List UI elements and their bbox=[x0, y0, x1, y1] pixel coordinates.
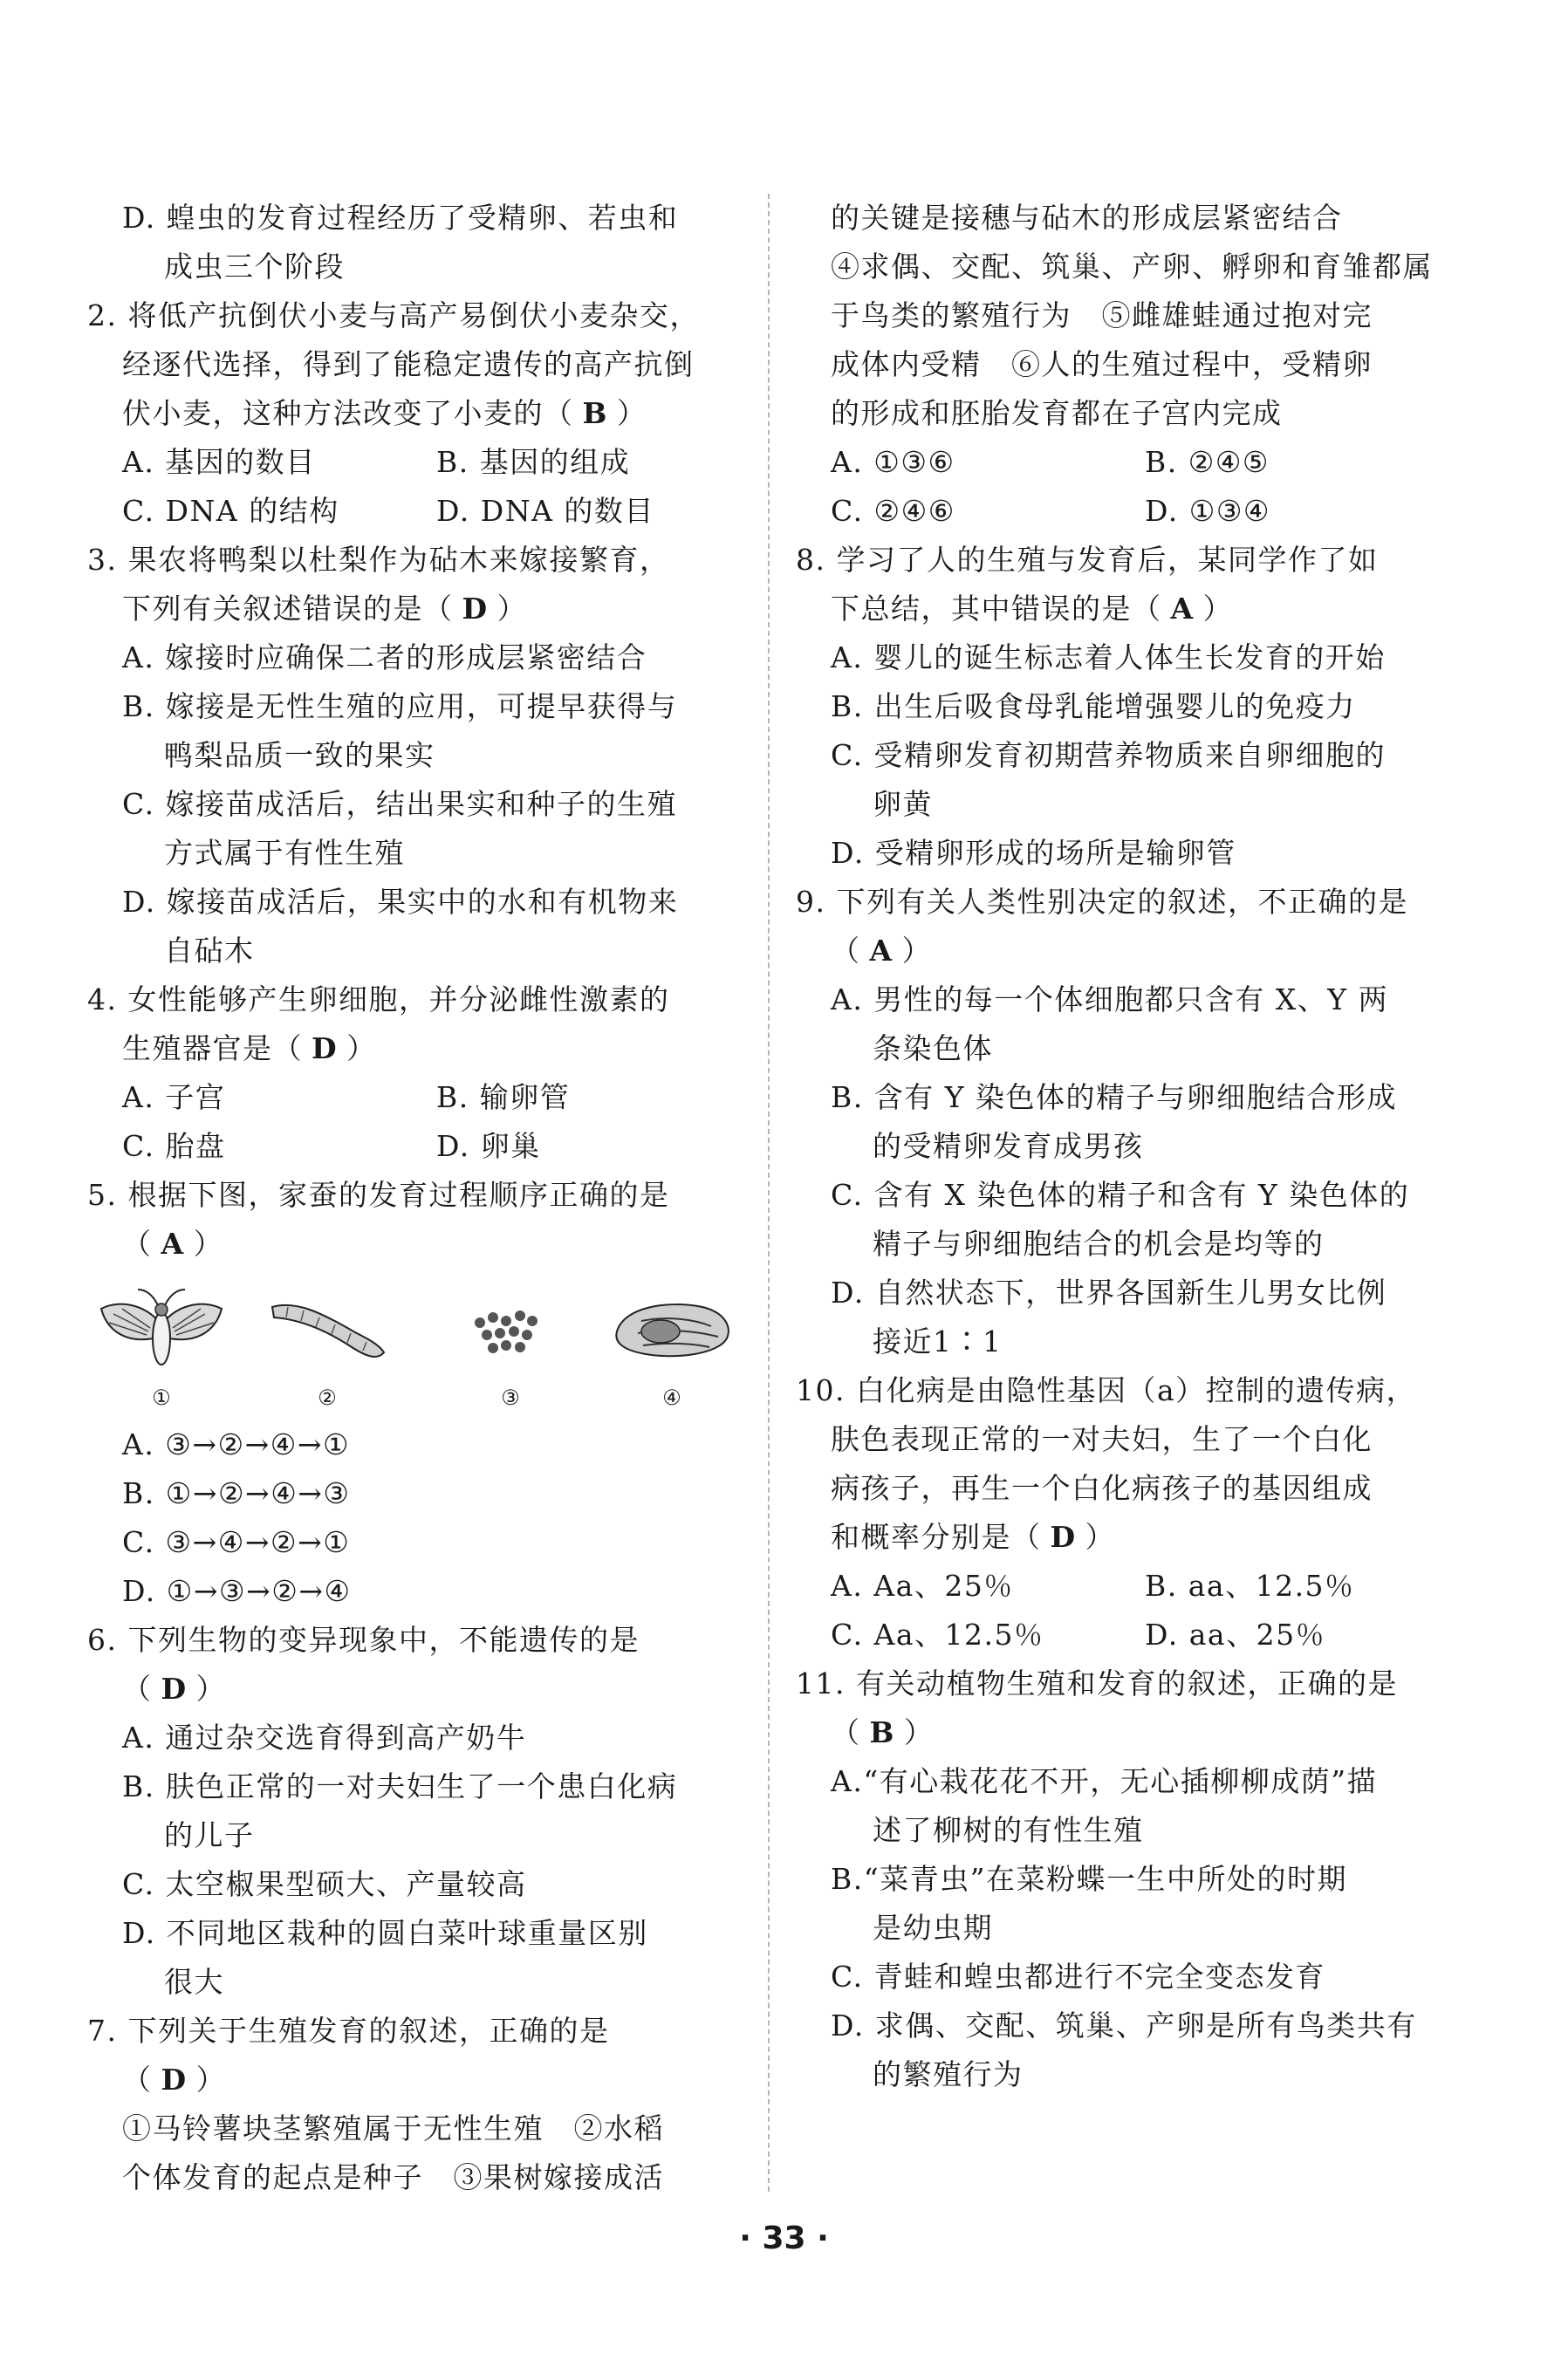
q6-option-b: B. 肤色正常的一对夫妇生了一个患白化病 bbox=[122, 1769, 678, 1803]
q10-option-a: A. Aa、25％ bbox=[831, 1569, 1014, 1603]
q7-statement-line-7: 的形成和胚胎发育都在子宫内完成 bbox=[831, 396, 1283, 430]
column-divider bbox=[768, 194, 770, 2192]
q5-stem: 5. 根据下图，家蚕的发育过程顺序正确的是 bbox=[87, 1178, 670, 1212]
figure-moth bbox=[96, 1281, 227, 1420]
figure-label-3: ③ bbox=[501, 1386, 520, 1410]
q7-option-c: C. ②④⑥ bbox=[831, 494, 955, 528]
q4-option-d: D. 卵巢 bbox=[436, 1129, 541, 1163]
q9-answer: A bbox=[869, 934, 894, 968]
page-number: · 33 · bbox=[739, 2221, 829, 2256]
q10-stem-4 bbox=[796, 1513, 1459, 1562]
figure-cocoon bbox=[606, 1281, 737, 1420]
q11-option-c: C. 青蛙和蝗虫都进行不完全变态发育 bbox=[831, 1960, 1326, 1994]
q7-statement-line-2: 个体发育的起点是种子 ③果树嫁接成活 bbox=[122, 2160, 664, 2194]
q2-stem-text: 伏小麦，这种方法改变了小麦的（ bbox=[122, 396, 574, 430]
q10-option-c: C. Aa、12.5％ bbox=[831, 1618, 1044, 1652]
q7-option-d: D. ①③④ bbox=[1145, 494, 1271, 528]
q5-option-b: B. ①→②→④→③ bbox=[122, 1476, 351, 1510]
q11-option-a: A.“有心栽花花不开，无心插柳柳成荫”描 bbox=[831, 1764, 1378, 1798]
q5-answer: A bbox=[161, 1227, 185, 1261]
q6-option-d-cont: 很大 bbox=[164, 1965, 224, 1999]
q4-stem-2 bbox=[87, 1024, 750, 1073]
q9-option-c: C. 含有 X 染色体的精子和含有 Y 染色体的 bbox=[831, 1178, 1410, 1212]
q7-options-row-1 bbox=[796, 438, 1459, 487]
q4-option-b: B. 输卵管 bbox=[436, 1080, 571, 1114]
q8-option-c-cont: 卵黄 bbox=[873, 787, 933, 821]
q7-option-b: B. ②④⑤ bbox=[1145, 445, 1270, 479]
q2-answer: B bbox=[582, 396, 608, 430]
q3-stem-2 bbox=[87, 585, 750, 633]
q10-stem-2: 肤色表现正常的一对夫妇，生了一个白化 bbox=[831, 1422, 1373, 1456]
open-paren: （ bbox=[831, 934, 861, 968]
q2-option-b: B. 基因的组成 bbox=[436, 445, 631, 479]
q3-option-a: A. 嫁接时应确保二者的形成层紧密结合 bbox=[122, 640, 647, 674]
q10-stem-1: 10. 白化病是由隐性基因（a）控制的遗传病， bbox=[796, 1373, 1417, 1407]
q9-stem: 9. 下列有关人类性别决定的叙述，不正确的是 bbox=[796, 885, 1408, 919]
figure-label-4: ④ bbox=[662, 1386, 681, 1410]
q10-stem-text: 和概率分别是（ bbox=[831, 1520, 1042, 1554]
q7-statement-line-1: ①马铃薯块茎繁殖属于无性生殖 ②水稻 bbox=[122, 2111, 664, 2145]
close-paren: ） bbox=[193, 1227, 224, 1261]
q8-option-b: B. 出生后吸食母乳能增强婴儿的免疫力 bbox=[831, 689, 1356, 723]
q8-option-d: D. 受精卵形成的场所是输卵管 bbox=[831, 836, 1236, 870]
q9-option-b-cont: 的受精卵发育成男孩 bbox=[873, 1129, 1144, 1163]
q3-option-d-cont: 自砧木 bbox=[164, 934, 255, 968]
q6-option-a: A. 通过杂交选育得到高产奶牛 bbox=[122, 1721, 527, 1755]
q6-answer-line bbox=[87, 1665, 750, 1714]
q9-option-b: B. 含有 Y 染色体的精子与卵细胞结合形成 bbox=[831, 1080, 1397, 1114]
q7-stem: 7. 下列关于生殖发育的叙述，正确的是 bbox=[87, 2014, 610, 2048]
silkworm-figure bbox=[87, 1281, 750, 1420]
q9-option-d-cont: 接近1∶1 bbox=[873, 1324, 1003, 1358]
open-paren: （ bbox=[831, 1715, 861, 1749]
q6-option-b-cont: 的儿子 bbox=[164, 1818, 255, 1852]
close-paren: ） bbox=[346, 1031, 377, 1065]
q2-options-row-1 bbox=[87, 438, 750, 487]
q3-option-b-cont: 鸭梨品质一致的果实 bbox=[164, 738, 435, 772]
q10-stem-3: 病孩子，再生一个白化病孩子的基因组成 bbox=[831, 1471, 1373, 1505]
q6-option-c: C. 太空椒果型硕大、产量较高 bbox=[122, 1867, 527, 1901]
left-column bbox=[87, 194, 750, 2202]
q6-answer: D bbox=[161, 1672, 188, 1706]
q2-options-row-2 bbox=[87, 487, 750, 536]
q11-option-b: B.“菜青虫”在菜粉蝶一生中所处的时期 bbox=[831, 1862, 1347, 1896]
q7-statement-line-5: 于鸟类的繁殖行为 ⑤雌雄蛙通过抱对完 bbox=[831, 298, 1373, 332]
q11-option-b-cont: 是幼虫期 bbox=[873, 1911, 993, 1945]
q4-options-row-2 bbox=[87, 1122, 750, 1171]
q8-option-a: A. 婴儿的诞生标志着人体生长发育的开始 bbox=[831, 640, 1386, 674]
q3-option-b: B. 嫁接是无性生殖的应用，可提早获得与 bbox=[122, 689, 678, 723]
larva-icon bbox=[262, 1281, 393, 1381]
close-paren: ） bbox=[616, 396, 647, 430]
q7-options-row-2 bbox=[796, 487, 1459, 536]
q6-option-d: D. 不同地区栽种的圆白菜叶球重量区别 bbox=[122, 1916, 648, 1950]
q10-options-row-1 bbox=[796, 1562, 1459, 1611]
q3-option-c: C. 嫁接苗成活后，结出果实和种子的生殖 bbox=[122, 787, 678, 821]
right-column bbox=[796, 194, 1459, 2099]
q8-stem-text: 下总结，其中错误的是（ bbox=[831, 592, 1162, 626]
q2-option-c: C. DNA 的结构 bbox=[122, 494, 339, 528]
q8-stem-1: 8. 学习了人的生殖与发育后，某同学作了如 bbox=[796, 543, 1379, 577]
q2-option-a: A. 基因的数目 bbox=[122, 445, 316, 479]
q10-option-b: B. aa、12.5％ bbox=[1145, 1569, 1355, 1603]
q8-stem-2 bbox=[796, 585, 1459, 633]
q4-stem-text: 生殖器官是（ bbox=[122, 1031, 303, 1065]
q11-stem: 11. 有关动植物生殖和发育的叙述，正确的是 bbox=[796, 1666, 1398, 1700]
close-paren: ） bbox=[496, 592, 528, 626]
q3-option-c-cont: 方式属于有性生殖 bbox=[164, 836, 405, 870]
q3-stem-text: 下列有关叙述错误的是（ bbox=[122, 592, 454, 626]
q5-option-a: A. ③→②→④→① bbox=[122, 1427, 351, 1461]
q7-statement-line-3: 的关键是接穗与砧木的形成层紧密结合 bbox=[831, 201, 1343, 235]
q10-option-d: D. aa、25％ bbox=[1145, 1618, 1326, 1652]
q4-options-row-1 bbox=[87, 1073, 750, 1122]
q3-stem-1: 3. 果农将鸭梨以杜梨作为砧木来嫁接繁育， bbox=[87, 543, 670, 577]
q7-option-a: A. ①③⑥ bbox=[831, 445, 955, 479]
q4-option-a: A. 子宫 bbox=[122, 1080, 226, 1114]
moth-icon bbox=[96, 1281, 227, 1381]
q2-stem-1: 2. 将低产抗倒伏小麦与高产易倒伏小麦杂交， bbox=[87, 298, 700, 332]
q11-option-a-cont: 述了柳树的有性生殖 bbox=[873, 1813, 1144, 1847]
close-paren: ） bbox=[903, 1715, 935, 1749]
q6-stem: 6. 下列生物的变异现象中，不能遗传的是 bbox=[87, 1623, 640, 1657]
close-paren: ） bbox=[195, 1672, 227, 1706]
q7-answer: D bbox=[161, 2063, 188, 2097]
figure-label-1: ① bbox=[152, 1386, 171, 1410]
q2-option-d: D. DNA 的数目 bbox=[436, 494, 654, 528]
q7-statement-line-4: ④求偶、交配、筑巢、产卵、孵卵和育雏都属 bbox=[831, 250, 1433, 284]
q11-option-d: D. 求偶、交配、筑巢、产卵是所有鸟类共有 bbox=[831, 2008, 1417, 2043]
q9-option-c-cont: 精子与卵细胞结合的机会是均等的 bbox=[873, 1227, 1325, 1261]
q2-stem-2: 经逐代选择，得到了能稳定遗传的高产抗倒 bbox=[122, 347, 695, 381]
figure-larva bbox=[262, 1281, 393, 1420]
q11-answer-line bbox=[796, 1708, 1459, 1757]
figure-eggs bbox=[445, 1281, 576, 1420]
q1-option-d-cont: 成虫三个阶段 bbox=[164, 250, 345, 284]
q9-answer-line bbox=[796, 927, 1459, 975]
q1-option-d: D. 蝗虫的发育过程经历了受精卵、若虫和 bbox=[122, 201, 679, 235]
q3-answer: D bbox=[462, 592, 489, 626]
q4-stem-1: 4. 女性能够产生卵细胞，并分泌雌性激素的 bbox=[87, 982, 670, 1016]
q7-statement-line-6: 成体内受精 ⑥人的生殖过程中，受精卵 bbox=[831, 347, 1373, 381]
q4-option-c: C. 胎盘 bbox=[122, 1129, 226, 1163]
q7-answer-line bbox=[87, 2056, 750, 2104]
q9-option-a: A. 男性的每一个体细胞都只含有 X、Y 两 bbox=[831, 982, 1389, 1016]
open-paren: （ bbox=[122, 1227, 153, 1261]
close-paren: ） bbox=[195, 2063, 227, 2097]
q11-option-d-cont: 的繁殖行为 bbox=[873, 2057, 1024, 2091]
close-paren: ） bbox=[901, 934, 933, 968]
q8-option-c: C. 受精卵发育初期营养物质来自卵细胞的 bbox=[831, 738, 1387, 772]
q11-answer: B bbox=[869, 1715, 895, 1749]
q3-option-d: D. 嫁接苗成活后，果实中的水和有机物来 bbox=[122, 885, 679, 919]
q10-answer: D bbox=[1050, 1520, 1077, 1554]
close-paren: ） bbox=[1085, 1520, 1116, 1554]
q5-option-d: D. ①→③→②→④ bbox=[122, 1574, 352, 1608]
q9-option-d: D. 自然状态下，世界各国新生儿男女比例 bbox=[831, 1276, 1387, 1310]
q4-answer: D bbox=[312, 1031, 339, 1065]
q9-option-a-cont: 条染色体 bbox=[873, 1031, 993, 1065]
q5-answer-line bbox=[87, 1220, 750, 1269]
close-paren: ） bbox=[1202, 592, 1234, 626]
open-paren: （ bbox=[122, 1672, 153, 1706]
q10-options-row-2 bbox=[796, 1611, 1459, 1659]
figure-label-2: ② bbox=[318, 1386, 337, 1410]
q8-answer: A bbox=[1170, 592, 1195, 626]
open-paren: （ bbox=[122, 2063, 153, 2097]
q2-stem-3 bbox=[87, 389, 750, 438]
cocoon-icon bbox=[606, 1281, 737, 1381]
eggs-icon bbox=[445, 1281, 576, 1381]
q5-option-c: C. ③→④→②→① bbox=[122, 1525, 351, 1559]
